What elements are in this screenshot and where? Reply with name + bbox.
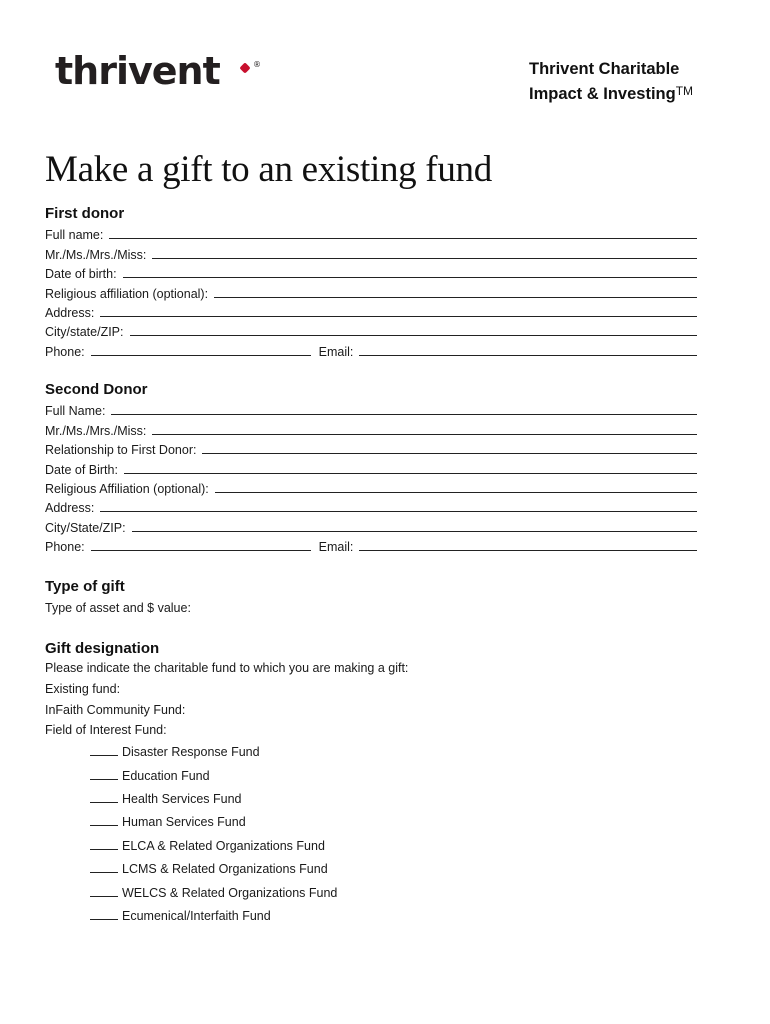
fund-option-label: Education Fund xyxy=(122,768,210,783)
fund-option[interactable] xyxy=(90,741,697,764)
first-donor-full-name-field[interactable] xyxy=(109,226,697,239)
first-donor-full-name-row xyxy=(45,223,697,242)
first-donor-religion-row xyxy=(45,281,697,300)
first-donor-religion-field[interactable] xyxy=(214,285,697,298)
second-donor-relationship-field[interactable] xyxy=(202,441,697,454)
fund-option-label: Human Services Fund xyxy=(122,815,246,830)
existing-fund-label: Existing fund: xyxy=(45,681,121,696)
second-donor-salutation-row xyxy=(45,418,697,437)
second-donor-religion-row xyxy=(45,477,697,496)
second-donor-religion-field[interactable] xyxy=(215,480,697,493)
first-donor-religion-label: Religious affiliation (optional): xyxy=(45,286,209,301)
infaith-fund-label: InFaith Community Fund: xyxy=(45,702,186,717)
second-donor-address-field[interactable] xyxy=(100,499,697,512)
brand-line-2 xyxy=(529,80,693,105)
gift-designation-heading: Gift designation xyxy=(45,640,160,657)
first-donor-dob-label: Date of birth: xyxy=(45,267,117,282)
fund-option[interactable] xyxy=(90,765,697,788)
fund-option-label: Ecumenical/Interfaith Fund xyxy=(122,908,271,923)
second-donor-address-label: Address: xyxy=(45,501,95,516)
first-donor-dob-row xyxy=(45,262,697,281)
thrivent-logo xyxy=(55,49,260,93)
second-donor-email-field[interactable] xyxy=(359,538,697,551)
second-donor-section xyxy=(45,381,697,554)
first-donor-phone-email-row xyxy=(45,339,697,358)
fund-option-blank[interactable] xyxy=(90,812,118,826)
first-donor-address-row xyxy=(45,301,697,320)
fund-option[interactable] xyxy=(90,905,697,928)
first-donor-city-label: City/state/ZIP: xyxy=(45,325,124,340)
fund-option-blank[interactable] xyxy=(90,883,118,897)
second-donor-phone-label: Phone: xyxy=(45,540,85,555)
logo-text: thrivent xyxy=(55,49,220,93)
asset-value-label: Type of asset and $ value: xyxy=(45,601,191,615)
second-donor-full-name-row xyxy=(45,399,697,418)
first-donor-phone-field[interactable] xyxy=(91,343,311,356)
type-of-gift-heading: Type of gift xyxy=(45,578,125,595)
fund-option-blank[interactable] xyxy=(90,766,118,780)
brand-line-2-text: Impact & Investing xyxy=(529,85,676,103)
fund-option-blank[interactable] xyxy=(90,906,118,920)
second-donor-email-label: Email: xyxy=(318,540,354,555)
fund-option[interactable] xyxy=(90,835,697,858)
second-donor-relationship-label: Relationship to First Donor: xyxy=(45,443,197,458)
second-donor-full-name-label: Full Name: xyxy=(45,404,106,419)
fund-option-label: LCMS & Related Organizations Fund xyxy=(122,862,328,877)
first-donor-address-field[interactable] xyxy=(100,304,697,317)
first-donor-salutation-label: Mr./Ms./Mrs./Miss: xyxy=(45,247,147,262)
registered-mark-icon: ® xyxy=(253,60,260,69)
second-donor-phone-field[interactable] xyxy=(91,538,311,551)
logo-heart-icon xyxy=(239,62,250,73)
fund-option-label: ELCA & Related Organizations Fund xyxy=(122,838,325,853)
second-donor-salutation-field[interactable] xyxy=(152,422,697,435)
fund-option[interactable] xyxy=(90,788,697,811)
fund-option-label: Health Services Fund xyxy=(122,791,242,806)
fund-option[interactable] xyxy=(90,882,697,905)
page-title: Make a gift to an existing fund xyxy=(45,149,492,190)
second-donor-dob-field[interactable] xyxy=(124,461,697,474)
second-donor-dob-label: Date of Birth: xyxy=(45,462,118,477)
type-of-gift-section xyxy=(45,578,697,619)
fund-option-label: Disaster Response Fund xyxy=(122,745,260,760)
fund-option-blank[interactable] xyxy=(90,859,118,873)
brand-line-1: Thrivent Charitable xyxy=(529,60,680,78)
designation-instruction: Please indicate the charitable fund to which you are making a gift: xyxy=(45,661,409,675)
fund-option-blank[interactable] xyxy=(90,836,118,850)
fund-option-label: WELCS & Related Organizations Fund xyxy=(122,885,338,900)
first-donor-city-field[interactable] xyxy=(130,323,698,336)
field-of-interest-label: Field of Interest Fund: xyxy=(45,723,167,738)
second-donor-city-row xyxy=(45,515,697,534)
fund-option[interactable] xyxy=(90,858,697,881)
first-donor-full-name-label: Full name: xyxy=(45,228,104,243)
first-donor-salutation-row xyxy=(45,242,697,261)
fund-option-blank[interactable] xyxy=(90,742,118,756)
first-donor-email-label: Email: xyxy=(318,344,354,359)
second-donor-relationship-row xyxy=(45,438,697,457)
second-donor-address-row xyxy=(45,496,697,515)
first-donor-heading: First donor xyxy=(45,205,125,222)
first-donor-dob-field[interactable] xyxy=(123,265,697,278)
fund-option[interactable] xyxy=(90,811,697,834)
second-donor-city-label: City/State/ZIP: xyxy=(45,520,126,535)
second-donor-salutation-label: Mr./Ms./Mrs./Miss: xyxy=(45,423,147,438)
first-donor-salutation-field[interactable] xyxy=(152,246,697,259)
first-donor-email-field[interactable] xyxy=(359,343,697,356)
second-donor-city-field[interactable] xyxy=(132,519,697,532)
trademark-mark: TM xyxy=(675,84,694,98)
first-donor-address-label: Address: xyxy=(45,305,95,320)
second-donor-phone-email-row xyxy=(45,535,697,554)
fund-option-blank[interactable] xyxy=(90,789,118,803)
second-donor-full-name-field[interactable] xyxy=(111,402,697,415)
first-donor-city-row xyxy=(45,320,697,339)
second-donor-religion-label: Religious Affiliation (optional): xyxy=(45,481,209,496)
fund-options xyxy=(90,741,697,928)
gift-designation-section xyxy=(45,640,697,928)
first-donor-section xyxy=(45,205,697,359)
brand-name xyxy=(529,58,693,105)
second-donor-heading: Second Donor xyxy=(45,381,148,398)
second-donor-dob-row xyxy=(45,457,697,476)
first-donor-phone-label: Phone: xyxy=(45,344,85,359)
